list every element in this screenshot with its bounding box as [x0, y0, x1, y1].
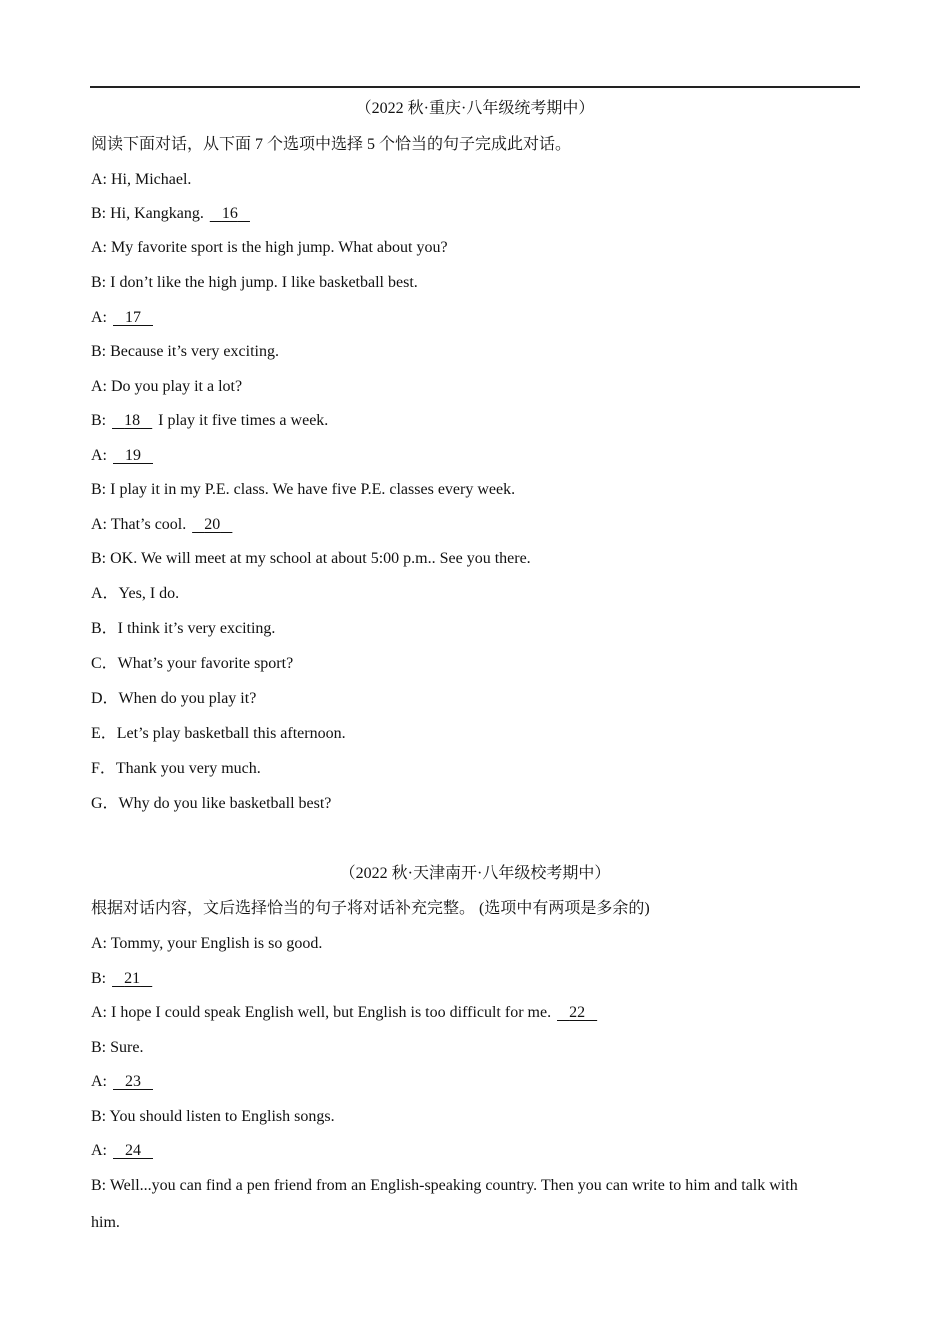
dialog-line: B: I play it in my P.E. class. We have five P.E. classes every week. [91, 481, 516, 498]
blank-24[interactable]: 24 [125, 1142, 141, 1159]
dialog-line: A: 24 [91, 1141, 155, 1161]
option-f: F．Thank you very much. [91, 760, 261, 777]
blank-17[interactable]: 17 [125, 309, 141, 326]
section1-instruction: 阅读下面对话，从下面 7 个选项中选择 5 个恰当的句子完成此对话。 [91, 136, 572, 153]
dialog-line: A: That’s cool. 20 [91, 515, 234, 535]
dialog-line: B: OK. We will meet at my school at about 5:00 p.m.. See you there. [91, 550, 531, 567]
dialog-line: him. [91, 1214, 120, 1231]
dialog-line: A: 17 [91, 308, 155, 328]
dialog-line: B: Well...you can find a pen friend from an English-speaking country. Then you can write to him and talk with [91, 1177, 798, 1194]
dialog-line: A: Do you play it a lot? [91, 378, 243, 395]
dialog-line: A: 19 [91, 446, 155, 466]
blank-16[interactable]: 16 [221, 205, 238, 222]
blank-22[interactable]: 22 [569, 1004, 586, 1021]
dialog-line: B: I don’t like the high jump. I like basketball best. [91, 274, 418, 291]
dialog-line: A: My favorite sport is the high jump. What about you? [91, 239, 448, 256]
option-g: G．Why do you like basketball best? [91, 795, 332, 812]
option-a: A．Yes, I do. [91, 585, 180, 602]
blank-20[interactable]: 20 [204, 516, 221, 533]
section2-instruction: 根据对话内容，文后选择恰当的句子将对话补充完整。 (选项中有两项是多余的) [91, 900, 650, 917]
option-c: C．What’s your favorite sport? [91, 655, 294, 672]
blank-23[interactable]: 23 [125, 1073, 141, 1090]
section1-source: （2022 秋·重庆·八年级统考期中） [355, 100, 595, 117]
option-e: E．Let’s play basketball this afternoon. [91, 725, 346, 742]
dialog-line: B: Sure. [91, 1039, 144, 1056]
blank-18[interactable]: 18 [124, 412, 141, 429]
blank-19[interactable]: 19 [125, 447, 141, 464]
dialog-line: A: Hi, Michael. [91, 171, 192, 188]
dialog-line: B: 18 I play it five times a week. [91, 412, 329, 429]
section2-source: （2022 秋·天津南开·八年级校考期中） [339, 865, 611, 882]
dialog-line: B: Because it’s very exciting. [91, 343, 279, 360]
dialog-line: A: I hope I could speak English well, but English is too difficult for me. 22 [91, 1003, 599, 1023]
dialog-line: A: Tommy, your English is so good. [91, 935, 323, 952]
header-rule [90, 86, 860, 88]
dialog-line: B: 21 [91, 969, 154, 989]
option-b: B．I think it’s very exciting. [91, 620, 276, 637]
dialog-line: B: You should listen to English songs. [91, 1108, 335, 1125]
option-d: D．When do you play it? [91, 690, 257, 707]
blank-21[interactable]: 21 [124, 970, 141, 987]
dialog-line: B: Hi, Kangkang. 16 [91, 204, 252, 224]
dialog-line: A: 23 [91, 1072, 155, 1092]
